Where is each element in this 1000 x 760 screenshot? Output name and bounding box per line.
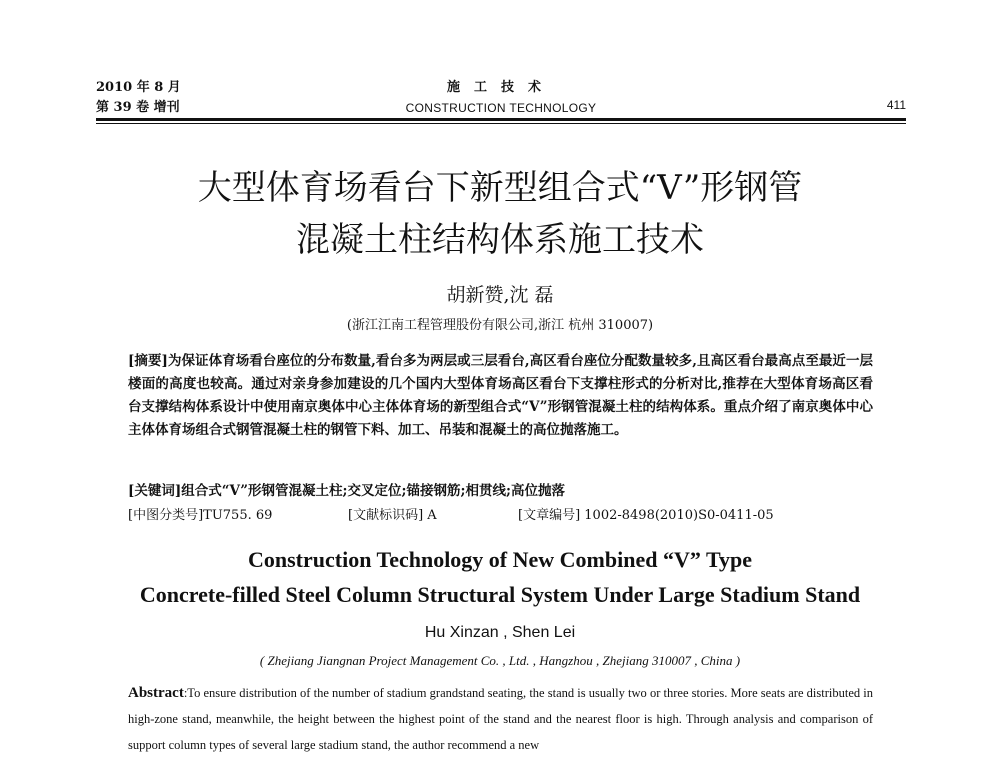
journal-name-en: CONSTRUCTION TECHNOLOGY bbox=[405, 101, 597, 115]
issue-volume: 第 39 卷 增刊 bbox=[96, 100, 180, 115]
running-header bbox=[96, 78, 906, 122]
title-en-line2: Concrete-filled Steel Column Structural System Under Large Stadium Stand bbox=[139, 582, 861, 607]
header-rule-thick bbox=[96, 118, 906, 121]
article-number: [文章编号] 1002-8498(2010)S0-0411-05 bbox=[518, 508, 774, 523]
abstract-en bbox=[128, 680, 873, 758]
affiliation-cn: (浙江江南工程管理股份有限公司,浙江 杭州 310007) bbox=[346, 318, 654, 333]
paper-title-cn bbox=[0, 162, 1000, 266]
document-code: [文献标识码] A bbox=[348, 508, 437, 523]
affiliation-en: ( Zhejiang Jiangnan Project Management Co. , Ltd. , Hangzhou , Zhejiang 310007 , China ) bbox=[259, 653, 741, 668]
paper-title-en bbox=[0, 542, 1000, 612]
journal-name bbox=[96, 78, 906, 118]
title-cn-line2: 混凝土柱结构体系施工技术 bbox=[296, 220, 704, 260]
issue-date: 2010 年 8 月 bbox=[96, 80, 181, 95]
journal-name-cn: 施工技术 bbox=[446, 80, 555, 95]
authors-cn: 胡新赞,沈 磊 bbox=[446, 284, 554, 306]
title-cn-line1: 大型体育场看台下新型组合式“V”形钢管 bbox=[197, 168, 803, 208]
abstract-en-label: Abstract bbox=[128, 685, 184, 701]
header-rule-thin bbox=[96, 123, 906, 124]
clc-number: [中图分类号]TU755. 69 bbox=[128, 508, 273, 523]
title-en-line1: Construction Technology of New Combined “V” Type bbox=[247, 547, 752, 572]
authors-en: Hu Xinzan , Shen Lei bbox=[424, 624, 576, 641]
abstract-cn: [摘要]为保证体育场看台座位的分布数量,看台多为两层或三层看台,高区看台座位分配数量较多,且高区看台最高点至最近一层楼面的高度也较高。通过对亲身参加建设的几个国内大型体育场高区看台下支撑柱形式的分析对比,推荐在大型体育场高区看台支撑结构体系设计中使用南京奥体中心主体体育场的新型组合式“V”形钢管混凝土柱的结构体系。重点介绍了南京奥体中心主体体育场组合式钢管混凝土柱的钢管下料、加工、吊装和混凝土的高位抛落施工。 bbox=[128, 353, 873, 438]
abstract-en-text: :To ensure distribution of the number of stadium grandstand seating, the stand is usually two or three stories. More seats are distributed in high-zone stand, meanwhile, the height between the highest point of the stand and the nearest floor is high. Through analysis and comparison of support column types of several large stadium stand, the author recommend a new bbox=[128, 686, 873, 752]
keywords-cn: [关键词]组合式“V”形钢管混凝土柱;交叉定位;锚接钢筋;相贯线;高位抛落 bbox=[128, 483, 565, 499]
page-number: 411 bbox=[886, 98, 906, 112]
